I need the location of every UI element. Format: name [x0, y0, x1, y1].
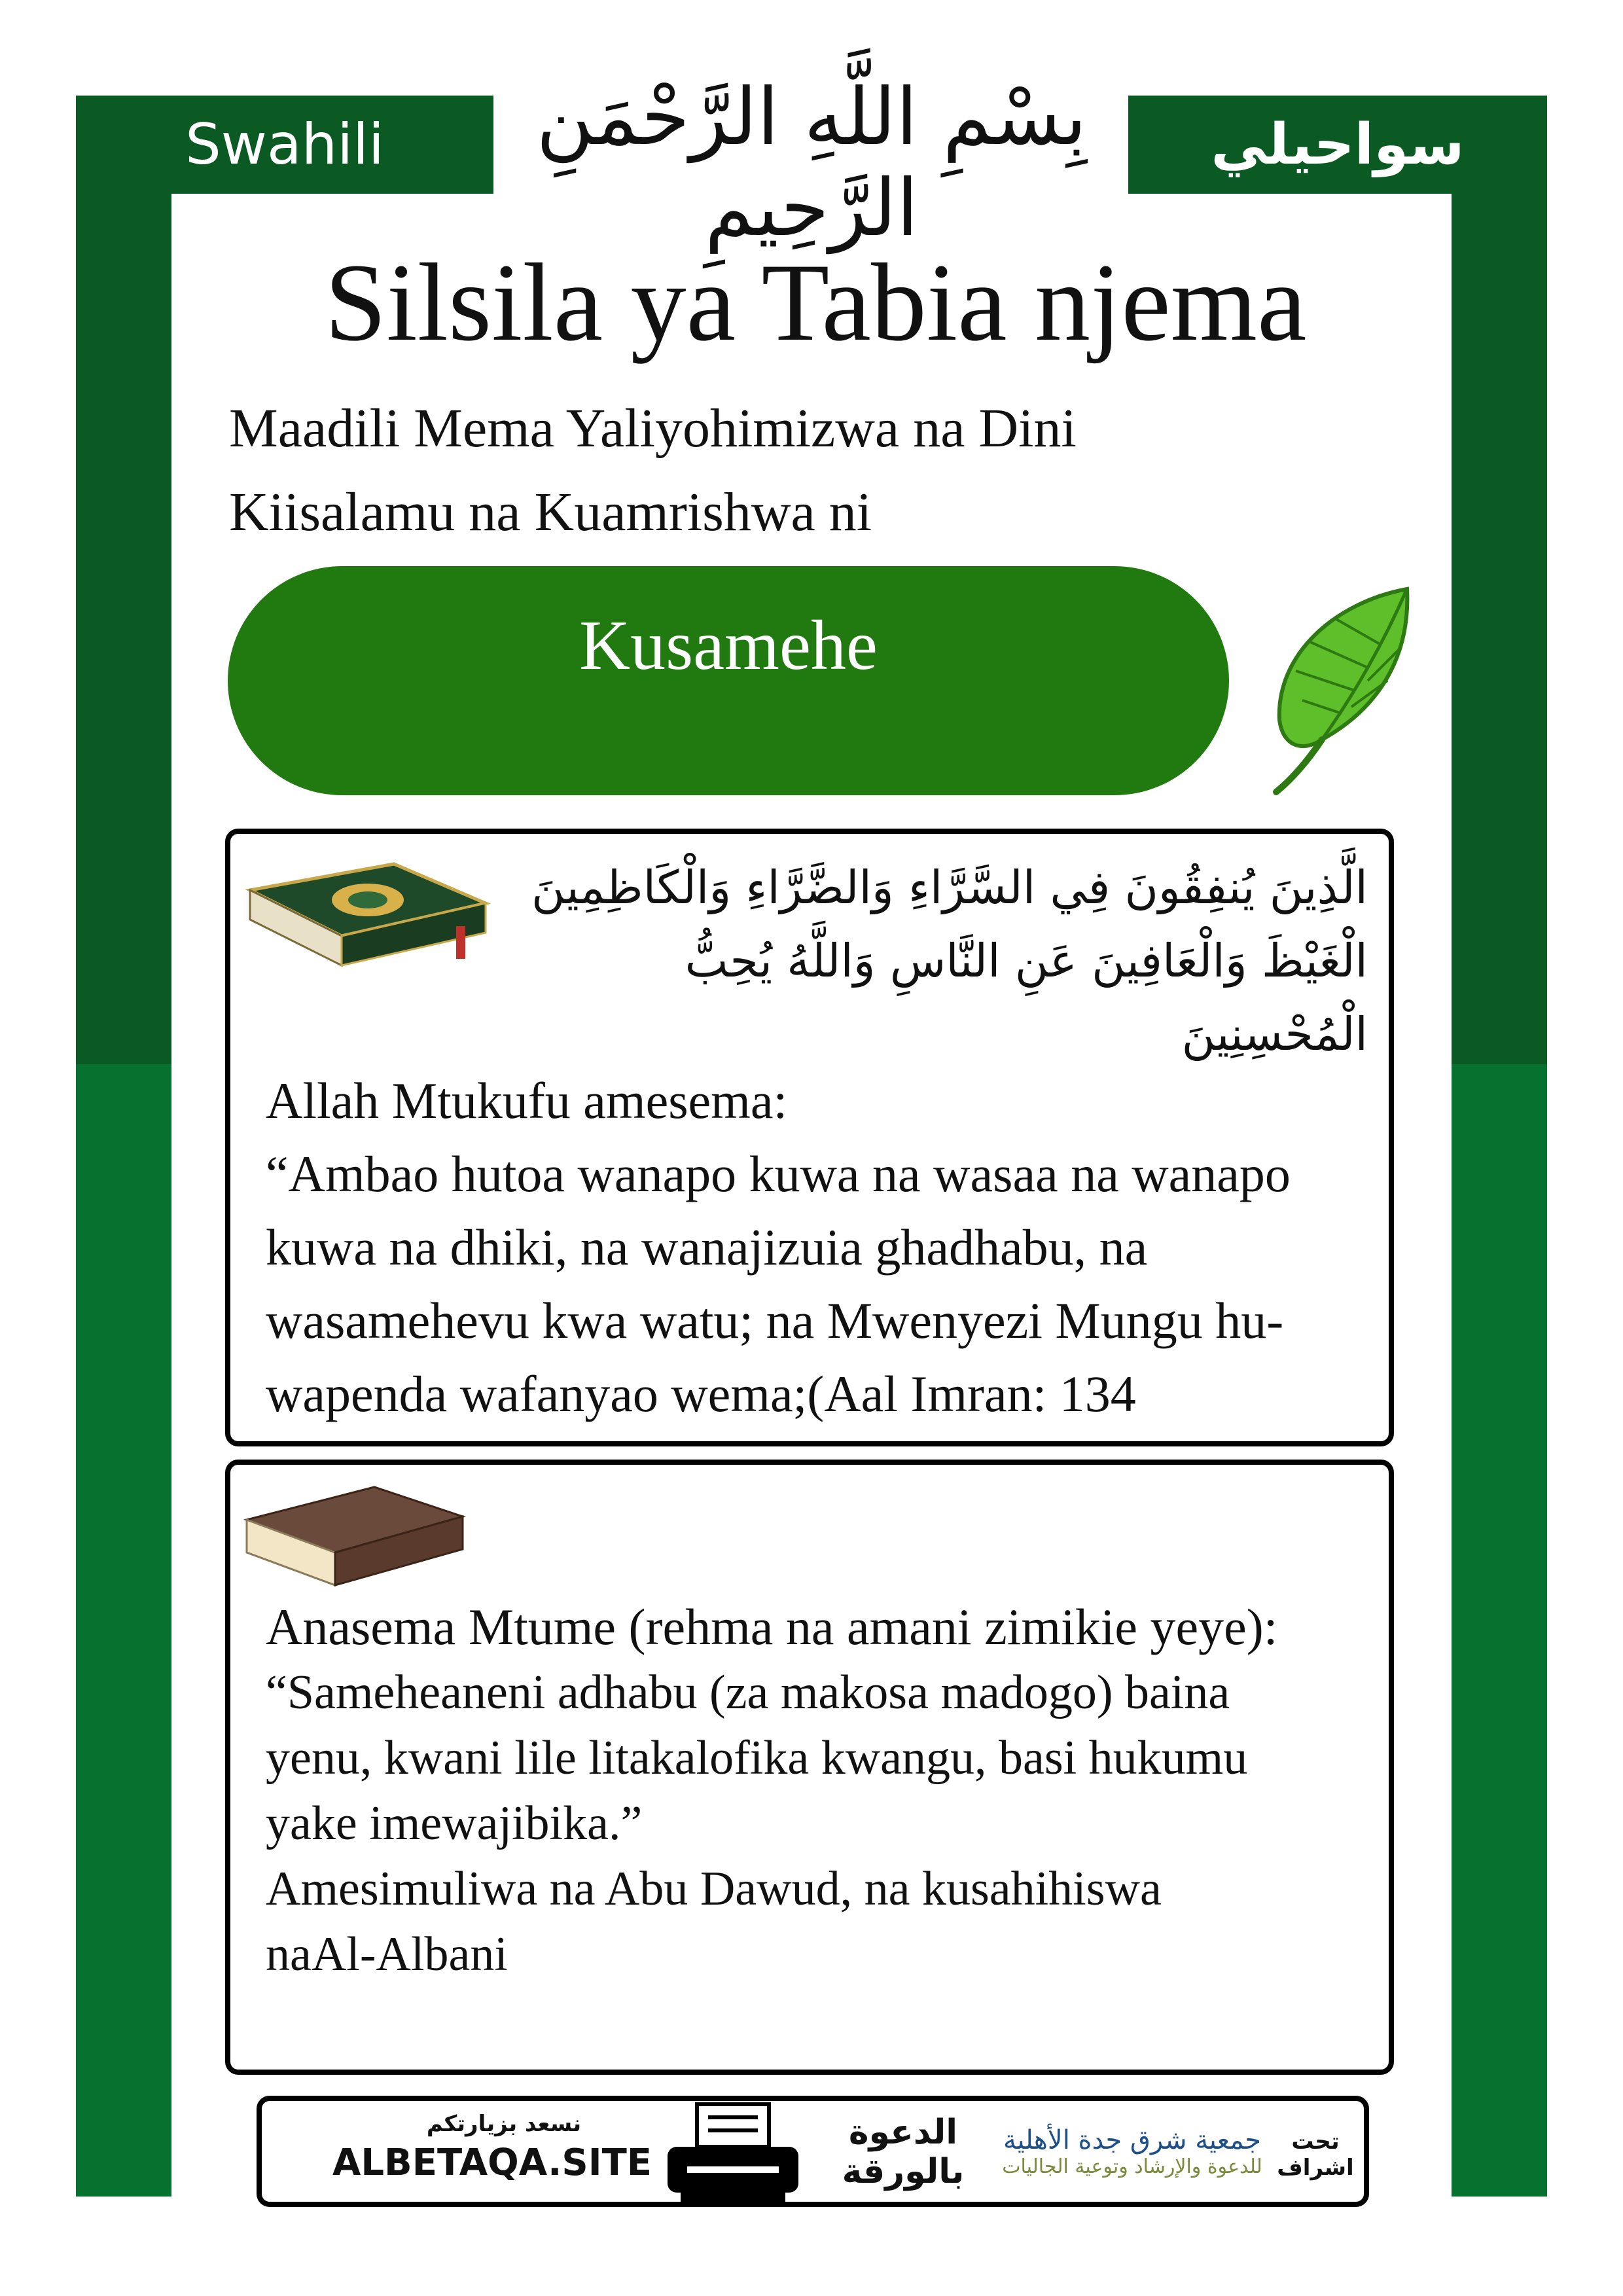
quran-translation-line-5: wapenda wafanyao wema;(Aal Imran: 134: [266, 1365, 1136, 1422]
topic-pill: [228, 566, 1229, 795]
organization-name: جمعية شرق جدة الأهلية: [1003, 2125, 1261, 2155]
language-tab-left: [76, 96, 493, 194]
visit-text: نسعد بزيارتكم: [426, 2111, 582, 2137]
basmala-calligraphy: بِسْمِ اللَّهِ الرَّحْمَنِ الرَّحِيمِ: [536, 72, 1087, 254]
quran-translation-line-2: “Ambao hutoa wanapo kuwa na wasaa na wanapo: [266, 1145, 1291, 1202]
language-label-left: Swahili: [185, 112, 384, 177]
language-label-right: سواحيلي: [1211, 112, 1465, 177]
dawah-logo: [831, 2100, 975, 2204]
quran-translation-line-1: Allah Mtukufu amesema:: [266, 1072, 788, 1129]
quran-translation-line-3: kuwa na dhiki, na wanajizuia ghadhabu, na: [266, 1219, 1148, 1276]
hadith-line-1: “Sameheaneni adhabu (za makosa madogo) baina: [266, 1666, 1230, 1719]
printer-icon: [661, 2101, 805, 2206]
page-title: Silsila ya Tabia njema: [325, 241, 1307, 364]
hadith-intro: Anasema Mtume (rehma na amani zimikie yeye):: [266, 1598, 1278, 1655]
dawah-logo-text-2: بالورقة: [842, 2152, 965, 2191]
quran-arabic-line-2: الْغَيْظَ وَالْعَافِينَ عَنِ النَّاسِ وَاللَّهُ يُحِبُّ: [685, 934, 1368, 988]
leaf-icon: [1257, 583, 1420, 798]
quran-translation-line-4: wasamehevu kwa watu; na Mwenyezi Mungu hu-: [266, 1292, 1284, 1349]
site-link[interactable]: ALBETAQA.SITE: [332, 2142, 652, 2184]
supervision-label-1: تحت: [1291, 2128, 1340, 2155]
subtitle-line-2: Kiisalamu na Kuamrishwa ni: [229, 482, 872, 543]
supervision-label-2: اشراف: [1277, 2155, 1354, 2181]
hadith-line-2: yenu, kwani lile litakalofika kwangu, basi hukumu: [266, 1731, 1248, 1785]
hadith-line-3: yake imewajibika.”: [266, 1797, 643, 1850]
subtitle-line-1: Maadili Mema Yaliyohimizwa na Dini: [229, 398, 1077, 459]
quran-arabic-line-1: الَّذِينَ يُنفِقُونَ فِي السَّرَّاءِ وَالضَّرَّاءِ وَالْكَاظِمِينَ: [531, 861, 1368, 914]
organization-tagline: للدعوة والإرشاد وتوعية الجاليات: [1002, 2155, 1262, 2178]
hadith-line-4: Amesimuliwa na Abu Dawud, na kusahihiswa: [266, 1862, 1162, 1916]
quran-book-icon: [243, 851, 492, 982]
supervision-label: [1276, 2109, 1355, 2200]
hadith-book-icon: [243, 1480, 466, 1592]
dawah-logo-text-1: الدعوة: [848, 2113, 958, 2152]
organization-logo: [995, 2102, 1270, 2200]
topic-label: Kusamehe: [579, 607, 878, 685]
hadith-line-5: naAl-Albani: [266, 1928, 508, 1981]
language-tab-right: [1128, 96, 1547, 194]
quran-arabic-line-3: الْمُحْسِنِينَ: [1181, 1007, 1368, 1061]
